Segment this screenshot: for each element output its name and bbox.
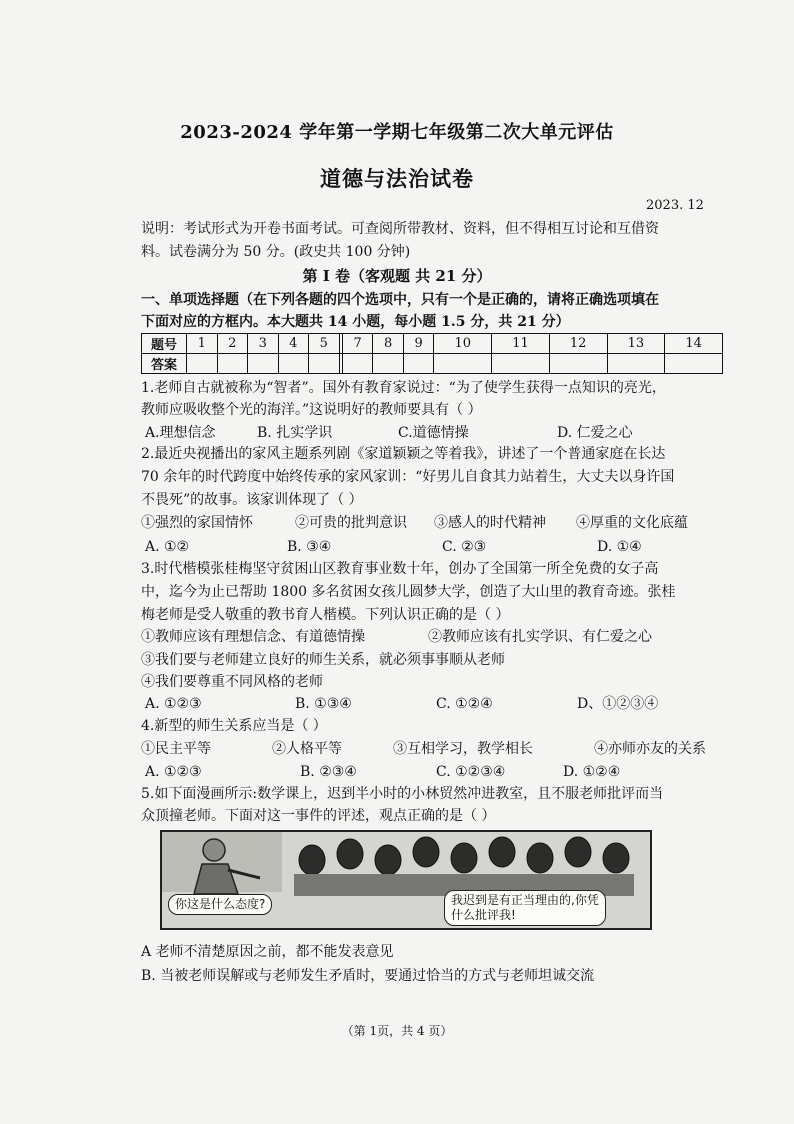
question-4-item-2: ②人格平等: [272, 741, 342, 757]
question-4-item-1: ①民主平等: [141, 741, 211, 757]
question-2-line-3: 不畏死”的故事。该家训体现了（ ）: [141, 492, 363, 508]
answer-table-number: 3: [248, 334, 279, 354]
answer-table-number: 5: [309, 334, 340, 354]
question-4-item-3: ③互相学习，教学相长: [393, 741, 533, 757]
question-5-line-1: 5.如下面漫画所示:数学课上，迟到半小时的小林贸然冲进教室，且不服老师批评而当: [141, 786, 664, 802]
question-2-option-b: B. ③④: [287, 539, 332, 555]
question-2-item-1: ①强烈的家国情怀: [141, 515, 253, 531]
answer-cell[interactable]: [342, 354, 373, 374]
question-4-option-b: B. ②③④: [300, 764, 357, 780]
question-3-line-3: 梅老师是受人敬重的教书育人楷模。下列认识正确的是（ ）: [141, 607, 510, 623]
question-1-line-1: 1.老师自古就被称为“智者”。国外有教育家说过：“为了使学生获得一点知识的亮光，: [141, 380, 666, 396]
question-4-option-c: C. ①②③④: [436, 764, 506, 780]
answer-table: [141, 333, 723, 374]
answer-cell[interactable]: [434, 354, 492, 374]
question-2-option-d: D. ①④: [597, 539, 642, 555]
question-3-item-3: ③我们要与老师建立良好的师生关系，就必须事事顺从老师: [141, 652, 505, 668]
question-3-item-1: ①教师应该有理想信念、有道德情操: [141, 629, 365, 645]
section-title: 第 I 卷（客观题 共 21 分）: [302, 267, 492, 285]
student-speech-line-2: 什么批评我!: [451, 908, 516, 922]
answer-table-number: 12: [549, 334, 607, 354]
exam-title: 2023-2024 学年第一学期七年级第二次大单元评估: [180, 122, 614, 143]
instructions-line-2: 料。试卷满分为 50 分。(政史共 100 分钟): [141, 244, 411, 260]
question-1-line-2: 教师应吸收整个光的海洋。”这说明好的教师要具有（ ）: [141, 402, 482, 418]
question-1-option-b: B. 扎实学识: [257, 425, 333, 441]
question-2-option-a: A. ①②: [145, 539, 190, 555]
answer-table-answer-label: 答案: [142, 354, 187, 374]
part-one-line-2: 下面对应的方框内。本大题共 14 小题，每小题 1.5 分，共 21 分）: [141, 314, 570, 330]
answer-cell[interactable]: [403, 354, 434, 374]
answer-table-number: 4: [278, 334, 309, 354]
question-3-line-1: 3.时代楷模张桂梅坚守贫困山区教育事业数十年，创办了全国第一所全免费的女子高: [141, 561, 659, 577]
teacher-speech-text: 你这是什么态度?: [175, 897, 266, 911]
answer-table-number-label: 题号: [142, 334, 187, 354]
question-3-option-b: B. ①③④: [295, 696, 352, 712]
answer-table-number: 7: [342, 334, 373, 354]
instructions-line-1: 说明：考试形式为开卷书面考试。可查阅所带教材、资料，但不得相互讨论和互借资: [141, 221, 659, 237]
answer-table-number: 14: [665, 334, 723, 354]
question-5-option-a: A 老师不清楚原因之前，都不能发表意见: [141, 944, 394, 960]
question-4-option-a: A. ①②③: [145, 764, 202, 780]
exam-date: 2023. 12: [646, 198, 704, 213]
question-2-item-2: ②可贵的批判意识: [295, 515, 407, 531]
answer-table-number: 13: [607, 334, 665, 354]
question-1-option-c: C.道德情操: [398, 425, 469, 441]
answer-table-number: 8: [373, 334, 404, 354]
question-4-line-1: 4.新型的师生关系应当是（ ）: [141, 718, 327, 734]
question-2-line-2: 70 余年的时代跨度中始终传承的家风家训：“好男儿自食其力站着生，大丈夫以身许国: [141, 469, 675, 485]
answer-cell[interactable]: [549, 354, 607, 374]
part-one-line-1: 一、单项选择题（在下列各题的四个选项中，只有一个是正确的，请将正确选项填在: [141, 292, 659, 308]
question-2-item-3: ③感人的时代精神: [434, 515, 546, 531]
question-4-option-d: D. ①②④: [563, 764, 621, 780]
answer-cell[interactable]: [278, 354, 309, 374]
question-1-option-a: A.理想信念: [145, 425, 216, 441]
question-3-item-2: ②教师应该有扎实学识、有仁爱之心: [428, 629, 652, 645]
page-footer: （第 1页，共 4 页）: [341, 1024, 453, 1038]
answer-cell[interactable]: [607, 354, 665, 374]
answer-table-number: 1: [187, 334, 218, 354]
answer-cell[interactable]: [187, 354, 218, 374]
answer-table-number: 11: [492, 334, 550, 354]
question-2-item-4: ④厚重的文化底蕴: [576, 515, 688, 531]
question-2-option-c: C. ②③: [442, 539, 487, 555]
question-3-option-d: D、①②③④: [577, 696, 659, 712]
exam-subtitle: 道德与法治试卷: [320, 166, 474, 191]
answer-cell[interactable]: [248, 354, 279, 374]
question-3-option-c: C. ①②④: [436, 696, 493, 712]
classroom-cartoon: [160, 830, 652, 930]
question-3-item-4: ④我们要尊重不同风格的老师: [141, 674, 323, 690]
question-5-line-2: 众顶撞老师。下面对这一事件的评述，观点正确的是（ ）: [141, 808, 496, 824]
answer-cell[interactable]: [373, 354, 404, 374]
question-4-item-4: ④亦师亦友的关系: [594, 741, 706, 757]
answer-cell[interactable]: [217, 354, 248, 374]
teacher-speech-bubble: [168, 894, 272, 915]
question-5-option-b: B. 当被老师误解或与老师发生矛盾时，要通过恰当的方式与老师坦诚交流: [141, 968, 595, 984]
question-1-option-d: D. 仁爱之心: [557, 425, 633, 441]
answer-table-number-row: [142, 334, 723, 354]
answer-table-number: 10: [434, 334, 492, 354]
answer-cell[interactable]: [665, 354, 723, 374]
question-3-option-a: A. ①②③: [145, 696, 202, 712]
question-3-line-2: 中，迄今为止已帮助 1800 多名贫困女孩儿圆梦大学，创造了大山里的教育奇迹。张桂: [141, 584, 676, 600]
question-2-line-1: 2.最近央视播出的家风主题系列剧《家道颖颖之等着我》，讲述了一个普通家庭在长达: [141, 446, 666, 462]
answer-table-answer-row: [142, 354, 723, 374]
answer-table-number: 9: [403, 334, 434, 354]
answer-cell[interactable]: [492, 354, 550, 374]
student-speech-line-1: 我迟到是有正当理由的,你凭: [451, 893, 599, 907]
answer-cell[interactable]: [309, 354, 340, 374]
answer-table-number: 2: [217, 334, 248, 354]
student-speech-bubble: [444, 890, 606, 926]
